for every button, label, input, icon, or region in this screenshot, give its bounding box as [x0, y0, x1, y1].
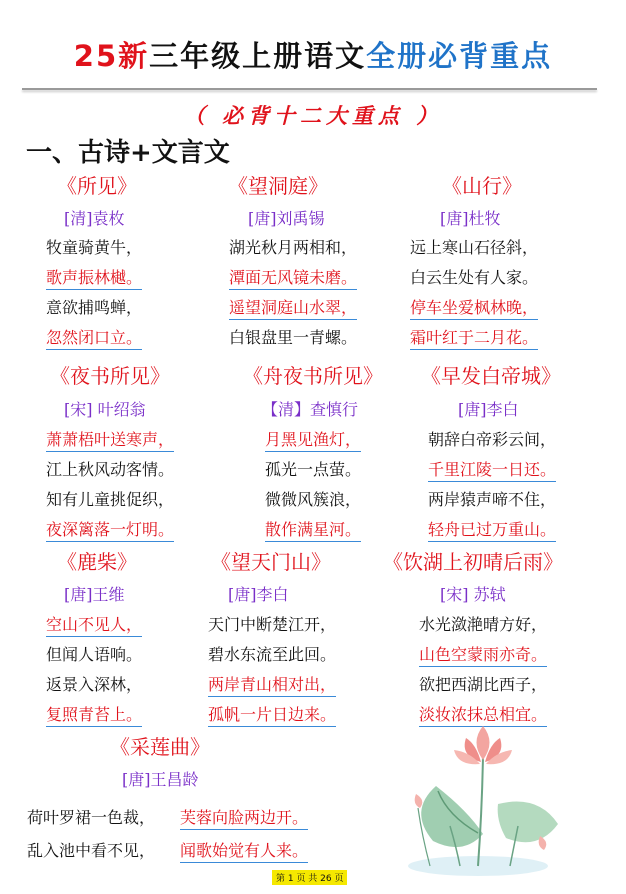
poem-line: 淡妆浓抹总相宜。	[419, 702, 547, 727]
poem-line: 湖光秋月两相和，	[229, 238, 358, 257]
poem-line: 两岸猿声啼不住，	[428, 490, 557, 509]
title-part-subject: 三年级上册语文	[149, 39, 367, 73]
poem-line: 远上寒山石径斜，	[410, 238, 539, 257]
poem-title: 《采莲曲》	[110, 735, 210, 759]
poem-line: 天门中断楚江开，	[208, 615, 337, 634]
poem-line: 霜叶红于二月花。	[410, 325, 538, 350]
poem-line: 孤光一点萤。	[265, 460, 362, 479]
poem-line: 朝辞白帝彩云间，	[428, 430, 557, 449]
poem-line: 牧童骑黄牛，	[46, 238, 143, 257]
poem-title: 《望洞庭》	[228, 174, 328, 198]
poem-line: 白云生处有人家。	[410, 268, 539, 287]
poem-author: [宋] 叶绍翁	[64, 400, 146, 419]
poem-line: 千里江陵一日还。	[428, 457, 556, 482]
poem-line: 复照青苔上。	[46, 702, 142, 727]
title-part-grade: 25新	[73, 39, 150, 73]
poem-line: 返景入深林，	[46, 675, 143, 694]
poem-line: 轻舟已过万重山。	[428, 517, 556, 542]
lotus-flower-icon	[378, 716, 578, 882]
poem-line: 水光潋滟晴方好，	[419, 615, 548, 634]
poem-line: 荷叶罗裙一色裁，	[27, 808, 156, 827]
poem-title: 《饮湖上初晴后雨》	[383, 550, 563, 574]
poem-author: [唐]李白	[228, 585, 289, 604]
poem-line: 乱入池中看不见，	[27, 841, 156, 860]
poem-line: 欲把西湖比西子，	[419, 675, 548, 694]
poem-author: [宋] 苏轼	[440, 585, 506, 604]
poem-line: 闻歌始觉有人来。	[180, 838, 308, 863]
poem-line: 歌声振林樾。	[46, 265, 142, 290]
poem-line: 意欲捕鸣蝉，	[46, 298, 143, 317]
poem-line: 夜深篱落一灯明。	[46, 517, 174, 542]
section-heading: 一、古诗+文言文	[26, 138, 230, 168]
page-title	[0, 34, 626, 75]
poem-line: 停车坐爱枫林晚，	[410, 295, 538, 320]
title-part-keypoints: 全册必背重点	[366, 39, 553, 73]
poem-title: 《早发白帝城》	[421, 364, 561, 388]
poem-line: 知有儿童挑促织，	[46, 490, 175, 509]
poem-line: 月黑见渔灯，	[265, 427, 361, 452]
poem-author: [唐]刘禹锡	[248, 209, 325, 228]
poem-author: [唐]李白	[458, 400, 519, 419]
page-subtitle: （ 必背十二大重点 ）	[183, 103, 443, 128]
poem-line: 孤帆一片日边来。	[208, 702, 336, 727]
poem-title: 《夜书所见》	[50, 364, 170, 388]
poem-line: 潭面无风镜未磨。	[229, 265, 357, 290]
poem-author: [唐]王维	[64, 585, 125, 604]
poem-title: 《鹿柴》	[57, 550, 137, 574]
poem-line: 萧萧梧叶送寒声，	[46, 427, 174, 452]
poem-line: 遥望洞庭山水翠，	[229, 295, 357, 320]
poem-author: [清]袁枚	[64, 209, 125, 228]
poem-line: 碧水东流至此回。	[208, 645, 337, 664]
poem-author: [唐]王昌龄	[122, 770, 199, 789]
page-number: 第 1 页 共 26 页	[272, 870, 347, 885]
poem-author: [唐]杜牧	[440, 209, 501, 228]
poem-author: 【清】查慎行	[262, 400, 359, 419]
poem-line: 两岸青山相对出，	[208, 672, 336, 697]
title-divider	[22, 88, 597, 90]
poem-line: 白银盘里一青螺。	[229, 328, 358, 347]
poem-line: 忽然闭口立。	[46, 325, 142, 350]
poem-line: 散作满星河。	[265, 517, 361, 542]
poem-line: 空山不见人，	[46, 612, 142, 637]
poem-line: 但闻人语响。	[46, 645, 143, 664]
poem-title: 《舟夜书所见》	[243, 364, 383, 388]
poem-title: 《望天门山》	[211, 550, 331, 574]
poem-title: 《所见》	[57, 174, 137, 198]
poem-line: 山色空蒙雨亦奇。	[419, 642, 547, 667]
poem-line: 微微风簇浪，	[265, 490, 362, 509]
poem-line: 芙蓉向脸两边开。	[180, 805, 308, 830]
poem-title: 《山行》	[442, 174, 522, 198]
poem-line: 江上秋风动客情。	[46, 460, 175, 479]
